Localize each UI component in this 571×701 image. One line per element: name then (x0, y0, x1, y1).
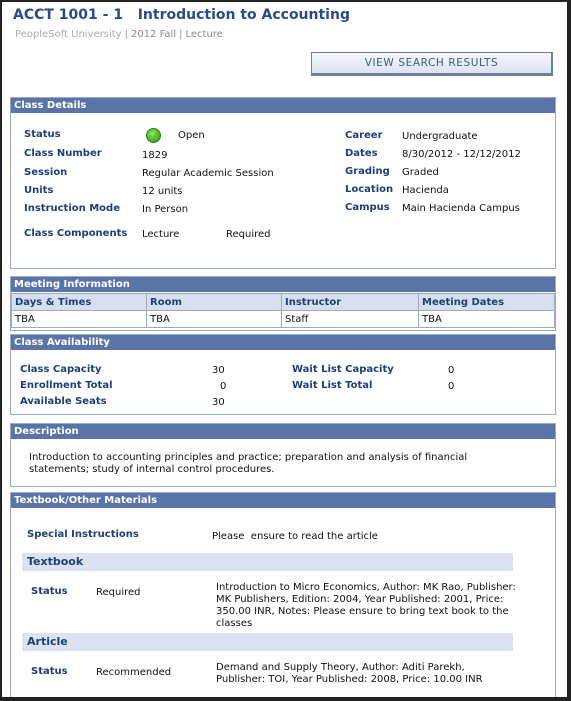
section-heading: Description (11, 424, 555, 439)
column-header: Instructor (282, 294, 419, 311)
grading-value: Graded (402, 167, 439, 178)
dates-label: Dates (345, 148, 378, 159)
article-status-label: Status (31, 666, 68, 677)
campus-value: Main Hacienda Campus (402, 203, 520, 214)
class-details-section (10, 97, 556, 269)
session-label: Session (24, 167, 68, 178)
table-cell: TBA (12, 311, 147, 328)
page-subtitle: PeopleSoft University | 2012 Fall | Lecture (15, 29, 223, 40)
status-open-icon (146, 128, 161, 143)
textbook-details: Introduction to Micro Economics, Author: MK Rao, Publisher: MK Publishers, Edition: 2004, Year Published: 2001, Price: 350.00 INR, Notes: Please ensure to bring text book to the classes (216, 582, 516, 629)
institution-name: PeopleSoft University (15, 29, 122, 40)
class-components-requirement: Required (226, 229, 271, 240)
column-header: Meeting Dates (419, 294, 555, 311)
article-details: Demand and Supply Theory, Author: Aditi Parekh, Publisher: TOI, Year Published: 2008, Price: 10.00 INR (216, 662, 483, 685)
table-cell: Staff (282, 311, 419, 328)
class-components-label: Class Components (24, 228, 128, 239)
status-value: Open (178, 130, 205, 141)
grading-label: Grading (345, 166, 390, 177)
view-search-results-button[interactable]: VIEW SEARCH RESULTS (311, 52, 553, 76)
section-heading: Meeting Information (11, 277, 555, 292)
enrollment-total-value: 0 (220, 381, 227, 392)
table-cell: TBA (147, 311, 282, 328)
session-value: Regular Academic Session (142, 168, 274, 179)
special-instructions-value: Please ensure to read the article (212, 531, 378, 542)
class-capacity-value: 30 (212, 365, 225, 376)
instruction-mode-value: In Person (142, 204, 189, 215)
meeting-information-section (10, 276, 556, 331)
class-capacity-label: Class Capacity (20, 364, 102, 375)
special-instructions-label: Special Instructions (27, 529, 139, 540)
available-seats-value: 30 (212, 397, 225, 408)
class-number-label: Class Number (24, 148, 102, 159)
section-heading: Class Details (11, 98, 555, 113)
career-label: Career (345, 130, 383, 141)
meeting-table (11, 293, 555, 328)
units-value: 12 units (142, 186, 183, 197)
campus-label: Campus (345, 202, 390, 213)
units-label: Units (24, 185, 54, 196)
available-seats-label: Available Seats (20, 396, 107, 407)
column-header: Room (147, 294, 282, 311)
wait-list-capacity-value: 0 (448, 365, 455, 376)
location-label: Location (345, 184, 394, 195)
description-section (10, 423, 556, 487)
table-cell: TBA (419, 311, 555, 328)
wait-list-capacity-label: Wait List Capacity (292, 364, 394, 375)
section-heading: Class Availability (11, 335, 555, 350)
textbook-status-label: Status (31, 586, 68, 597)
table-row (12, 311, 555, 328)
textbook-status-value: Required (96, 587, 141, 598)
column-header: Days & Times (12, 294, 147, 311)
class-number-value: 1829 (142, 150, 168, 161)
table-header-row (12, 294, 555, 311)
class-components-value: Lecture (142, 229, 180, 240)
textbook-subheading: Textbook (22, 553, 513, 571)
section-heading: Textbook/Other Materials (11, 493, 555, 508)
wait-list-total-value: 0 (448, 381, 455, 392)
location-value: Hacienda (402, 185, 449, 196)
article-subheading: Article (22, 633, 513, 651)
enrollment-total-label: Enrollment Total (20, 380, 113, 391)
class-availability-section (10, 334, 556, 415)
career-value: Undergraduate (402, 131, 478, 142)
description-text: Introduction to accounting principles and practice; preparation and analysis of financial statements; study of internal control procedures. (29, 452, 468, 475)
textbook-materials-section (10, 492, 556, 701)
term-name: 2012 Fall (130, 29, 177, 40)
page-title: ACCT 1001 - 1 Introduction to Accounting (13, 7, 350, 23)
wait-list-total-label: Wait List Total (292, 380, 373, 391)
status-label: Status (24, 129, 61, 140)
component-name: Lecture (185, 29, 223, 40)
instruction-mode-label: Instruction Mode (24, 203, 120, 214)
dates-value: 8/30/2012 - 12/12/2012 (402, 149, 521, 160)
article-status-value: Recommended (96, 667, 172, 678)
